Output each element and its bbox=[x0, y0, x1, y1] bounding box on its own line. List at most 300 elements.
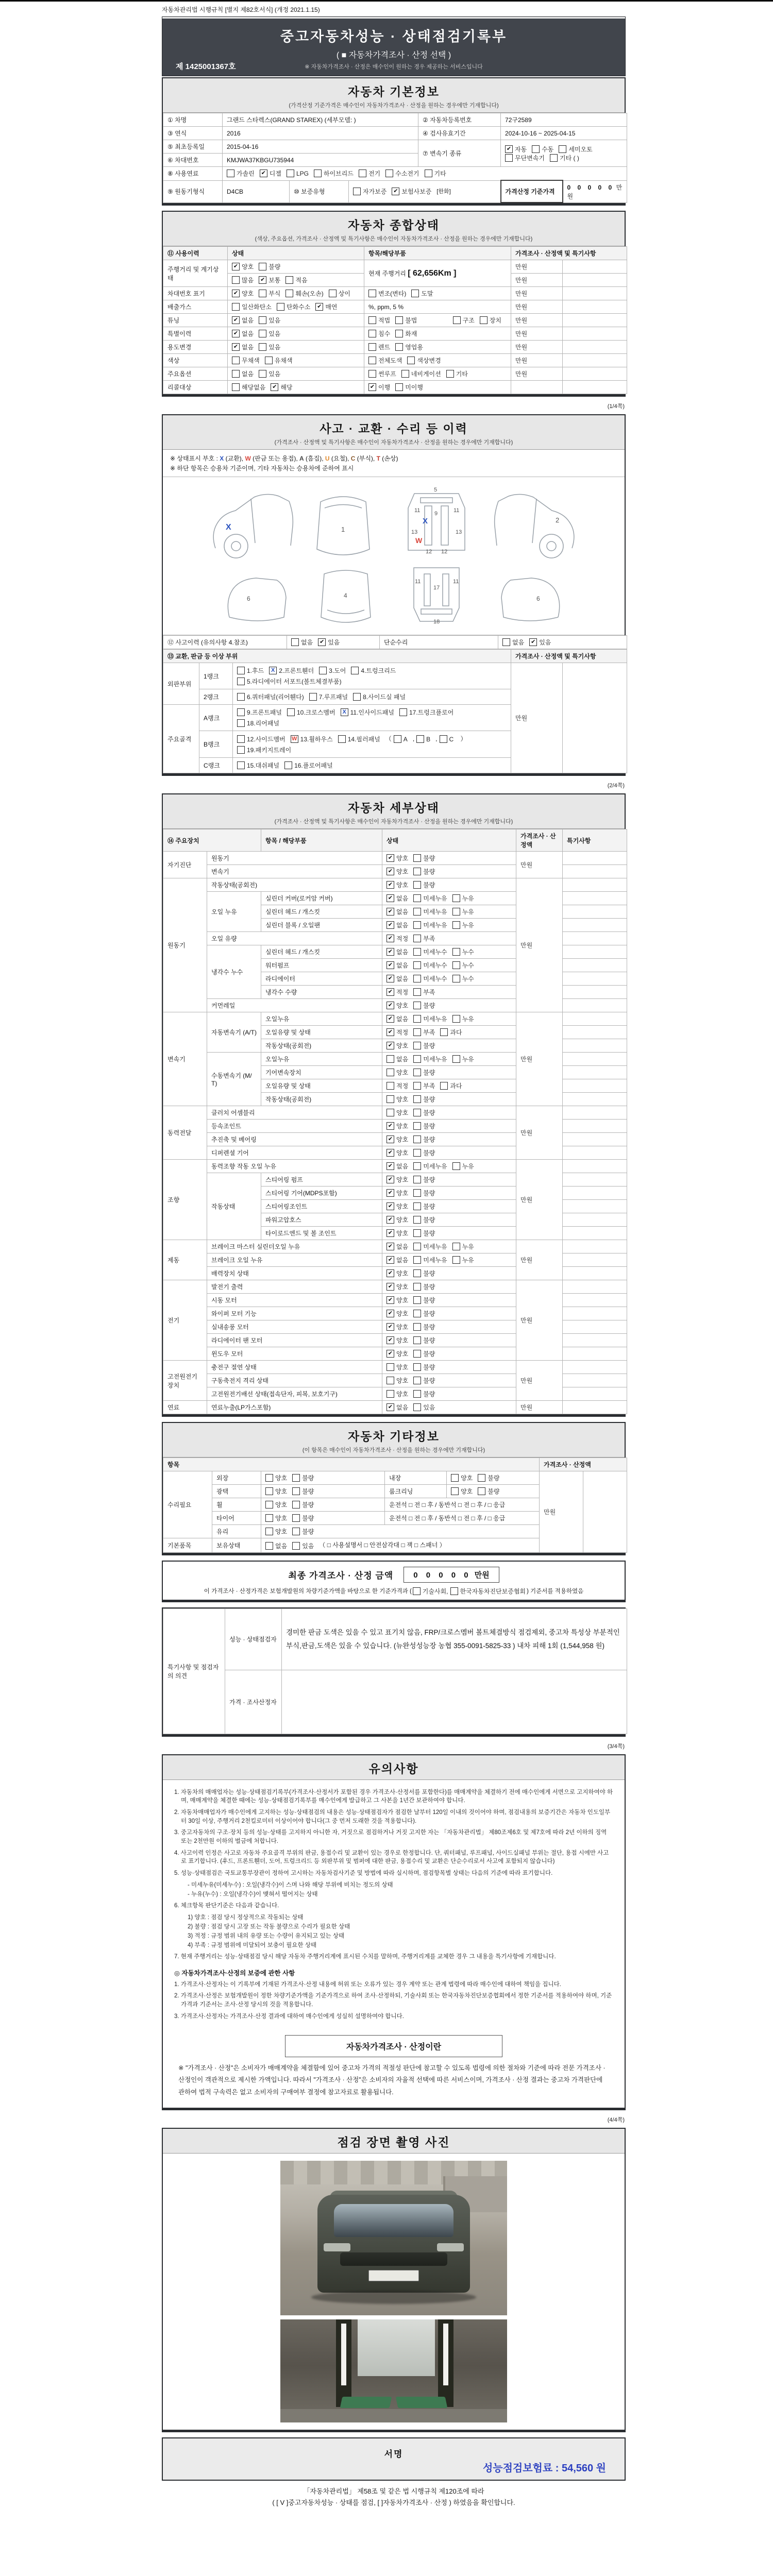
checkbox-option[interactable] bbox=[351, 666, 396, 675]
checkbox-option[interactable] bbox=[413, 1202, 435, 1211]
checkbox[interactable]: ✔ bbox=[386, 881, 394, 889]
checkbox[interactable] bbox=[265, 1514, 273, 1522]
checkbox-option[interactable] bbox=[413, 1363, 435, 1371]
checkbox[interactable] bbox=[413, 1243, 421, 1250]
checkbox[interactable]: ✔ bbox=[386, 868, 394, 875]
checkbox[interactable] bbox=[413, 1269, 421, 1277]
checkbox-option[interactable] bbox=[368, 316, 390, 325]
checkbox[interactable] bbox=[411, 290, 419, 297]
checkbox-option[interactable] bbox=[260, 169, 281, 178]
checkbox-option[interactable] bbox=[386, 854, 408, 862]
checkbox-option[interactable] bbox=[452, 1256, 474, 1264]
checkbox-option[interactable] bbox=[386, 907, 408, 916]
checkbox-option[interactable] bbox=[259, 316, 280, 325]
checkbox[interactable] bbox=[291, 638, 299, 646]
checkbox[interactable]: ✔ bbox=[260, 170, 267, 177]
checkbox[interactable]: X bbox=[341, 708, 348, 716]
checkbox[interactable] bbox=[413, 868, 421, 875]
checkbox[interactable]: ✔ bbox=[315, 303, 323, 311]
checkbox[interactable] bbox=[413, 1095, 421, 1103]
checkbox-option[interactable] bbox=[232, 276, 254, 284]
checkbox-option[interactable] bbox=[413, 907, 447, 916]
checkbox-option[interactable] bbox=[386, 1323, 408, 1331]
checkbox-option[interactable] bbox=[386, 1296, 408, 1304]
checkbox-option[interactable] bbox=[413, 1242, 447, 1251]
checkbox-option[interactable] bbox=[277, 302, 310, 311]
checkbox[interactable] bbox=[265, 1501, 273, 1509]
checkbox-option[interactable] bbox=[413, 1014, 447, 1023]
checkbox[interactable] bbox=[394, 735, 401, 743]
checkbox[interactable] bbox=[450, 1587, 458, 1595]
checkbox[interactable] bbox=[232, 357, 240, 364]
checkbox[interactable] bbox=[353, 188, 361, 195]
checkbox-option[interactable] bbox=[413, 961, 447, 970]
checkbox[interactable] bbox=[452, 908, 460, 916]
checkbox[interactable] bbox=[550, 154, 558, 162]
checkbox[interactable] bbox=[309, 693, 317, 701]
checkbox-option[interactable] bbox=[413, 1215, 435, 1224]
checkbox-option[interactable] bbox=[452, 1162, 474, 1171]
checkbox[interactable]: ✔ bbox=[368, 383, 376, 391]
checkbox[interactable] bbox=[413, 1002, 421, 1009]
checkbox-option[interactable] bbox=[413, 1296, 435, 1304]
checkbox[interactable] bbox=[351, 667, 359, 674]
checkbox[interactable] bbox=[265, 1487, 273, 1495]
checkbox[interactable]: ✔ bbox=[386, 1136, 394, 1143]
checkbox-option[interactable] bbox=[232, 383, 265, 392]
checkbox-option[interactable] bbox=[559, 145, 592, 154]
checkbox[interactable] bbox=[425, 170, 432, 177]
checkbox-option[interactable] bbox=[386, 961, 408, 970]
checkbox[interactable]: ✔ bbox=[386, 1310, 394, 1317]
checkbox[interactable] bbox=[287, 708, 295, 716]
checkbox[interactable] bbox=[329, 290, 337, 297]
checkbox-option[interactable] bbox=[529, 638, 551, 647]
checkbox-option[interactable] bbox=[416, 735, 430, 743]
checkbox[interactable]: ✔ bbox=[386, 1229, 394, 1237]
checkbox-option[interactable] bbox=[386, 1014, 408, 1023]
checkbox[interactable] bbox=[386, 1082, 394, 1090]
checkbox-option[interactable] bbox=[453, 316, 475, 325]
checkbox-option[interactable] bbox=[285, 289, 323, 298]
checkbox-option[interactable] bbox=[386, 1336, 408, 1345]
checkbox-option[interactable] bbox=[259, 369, 280, 378]
checkbox-option[interactable] bbox=[413, 921, 447, 929]
checkbox[interactable]: ✔ bbox=[386, 1283, 394, 1291]
checkbox-option[interactable] bbox=[232, 369, 254, 378]
checkbox-option[interactable] bbox=[386, 1122, 408, 1130]
checkbox-option[interactable] bbox=[386, 867, 408, 876]
checkbox-option[interactable] bbox=[452, 907, 474, 916]
checkbox-option[interactable] bbox=[413, 1122, 435, 1130]
checkbox-option[interactable] bbox=[259, 276, 280, 284]
checkbox-option[interactable] bbox=[386, 1055, 408, 1063]
checkbox[interactable]: ✔ bbox=[386, 1269, 394, 1277]
checkbox-option[interactable] bbox=[265, 1527, 287, 1536]
checkbox[interactable] bbox=[338, 735, 346, 743]
checkbox-option[interactable] bbox=[413, 1001, 435, 1010]
checkbox-option[interactable] bbox=[452, 1055, 474, 1063]
checkbox-option[interactable] bbox=[413, 1055, 447, 1063]
checkbox[interactable] bbox=[237, 746, 245, 754]
checkbox[interactable] bbox=[413, 1055, 421, 1063]
checkbox[interactable] bbox=[413, 988, 421, 996]
checkbox[interactable]: ✔ bbox=[386, 975, 394, 982]
checkbox-option[interactable] bbox=[359, 169, 380, 178]
checkbox-option[interactable] bbox=[440, 735, 454, 743]
checkbox-option[interactable] bbox=[401, 369, 441, 378]
checkbox-option[interactable] bbox=[386, 1282, 408, 1291]
checkbox[interactable] bbox=[452, 921, 460, 929]
checkbox[interactable]: ✔ bbox=[386, 1189, 394, 1197]
checkbox[interactable] bbox=[413, 1082, 421, 1090]
checkbox[interactable]: W bbox=[291, 735, 298, 743]
checkbox[interactable]: ✔ bbox=[386, 1350, 394, 1358]
checkbox-option[interactable] bbox=[395, 329, 417, 338]
checkbox[interactable] bbox=[413, 1069, 421, 1076]
checkbox[interactable] bbox=[452, 1015, 460, 1023]
checkbox[interactable]: ✔ bbox=[271, 383, 278, 391]
checkbox[interactable] bbox=[413, 1256, 421, 1264]
checkbox[interactable]: ✔ bbox=[386, 908, 394, 916]
checkbox-option[interactable] bbox=[237, 666, 264, 675]
checkbox[interactable] bbox=[451, 1487, 459, 1495]
checkbox-option[interactable] bbox=[385, 169, 419, 178]
checkbox[interactable] bbox=[452, 961, 460, 969]
checkbox[interactable]: ✔ bbox=[386, 1216, 394, 1224]
checkbox-option[interactable] bbox=[413, 1229, 435, 1238]
checkbox-option[interactable] bbox=[478, 1473, 499, 1482]
checkbox-option[interactable] bbox=[386, 1363, 408, 1371]
checkbox-option[interactable] bbox=[284, 761, 333, 770]
checkbox[interactable] bbox=[259, 290, 266, 297]
checkbox-option[interactable] bbox=[291, 638, 313, 647]
checkbox[interactable] bbox=[399, 708, 407, 716]
checkbox[interactable] bbox=[232, 276, 240, 284]
checkbox[interactable] bbox=[413, 1229, 421, 1237]
checkbox-option[interactable] bbox=[292, 1500, 314, 1509]
checkbox[interactable] bbox=[292, 1501, 300, 1509]
checkbox[interactable] bbox=[452, 1055, 460, 1063]
checkbox-option[interactable] bbox=[386, 1081, 408, 1090]
checkbox-option[interactable] bbox=[386, 1148, 408, 1157]
checkbox-option[interactable] bbox=[292, 1527, 314, 1536]
checkbox-option[interactable] bbox=[237, 745, 291, 754]
checkbox[interactable] bbox=[452, 894, 460, 902]
checkbox-option[interactable] bbox=[368, 369, 396, 378]
checkbox[interactable]: ✔ bbox=[232, 263, 240, 270]
checkbox[interactable] bbox=[292, 1514, 300, 1522]
checkbox[interactable]: ✔ bbox=[386, 1149, 394, 1157]
checkbox-option[interactable] bbox=[392, 187, 431, 196]
checkbox-option[interactable] bbox=[227, 169, 255, 178]
checkbox-option[interactable] bbox=[386, 1095, 408, 1104]
checkbox[interactable] bbox=[259, 330, 266, 337]
checkbox[interactable]: ✔ bbox=[259, 276, 266, 284]
checkbox-option[interactable] bbox=[395, 343, 423, 351]
checkbox[interactable] bbox=[413, 921, 421, 929]
checkbox[interactable] bbox=[237, 677, 245, 685]
checkbox-option[interactable] bbox=[386, 1135, 408, 1144]
checkbox-option[interactable] bbox=[452, 974, 474, 983]
checkbox-option[interactable] bbox=[413, 1403, 435, 1412]
checkbox[interactable] bbox=[292, 1528, 300, 1535]
checkbox-option[interactable] bbox=[259, 329, 280, 338]
checkbox[interactable] bbox=[413, 975, 421, 982]
checkbox[interactable] bbox=[386, 1069, 394, 1076]
checkbox[interactable] bbox=[237, 708, 245, 716]
checkbox-option[interactable] bbox=[386, 1162, 408, 1171]
checkbox-option[interactable] bbox=[386, 1108, 408, 1117]
checkbox-option[interactable] bbox=[394, 735, 408, 743]
checkbox-option[interactable] bbox=[413, 854, 435, 862]
checkbox-option[interactable] bbox=[413, 1108, 435, 1117]
checkbox[interactable] bbox=[413, 1202, 421, 1210]
checkbox-option[interactable] bbox=[292, 1473, 314, 1482]
checkbox[interactable] bbox=[265, 357, 273, 364]
checkbox[interactable] bbox=[237, 761, 245, 769]
checkbox[interactable] bbox=[395, 316, 403, 324]
checkbox-option[interactable] bbox=[353, 692, 406, 701]
checkbox-option[interactable] bbox=[413, 1095, 435, 1104]
checkbox[interactable] bbox=[452, 1256, 460, 1264]
checkbox-option[interactable] bbox=[413, 1349, 435, 1358]
checkbox-option[interactable] bbox=[413, 880, 435, 889]
checkbox-option[interactable] bbox=[386, 1001, 408, 1010]
checkbox[interactable] bbox=[413, 908, 421, 916]
checkbox[interactable]: ✔ bbox=[386, 921, 394, 929]
checkbox-option[interactable] bbox=[341, 708, 394, 717]
checkbox[interactable] bbox=[259, 263, 266, 270]
checkbox[interactable] bbox=[232, 383, 240, 391]
checkbox[interactable] bbox=[502, 638, 510, 646]
checkbox-option[interactable] bbox=[386, 988, 408, 996]
checkbox[interactable] bbox=[353, 693, 361, 701]
checkbox[interactable] bbox=[446, 370, 454, 378]
checkbox-option[interactable] bbox=[386, 1041, 408, 1050]
checkbox[interactable]: ✔ bbox=[386, 1002, 394, 1009]
checkbox-option[interactable] bbox=[368, 329, 390, 338]
checkbox-option[interactable] bbox=[413, 1068, 435, 1077]
checkbox[interactable] bbox=[237, 735, 245, 743]
checkbox-option[interactable] bbox=[368, 356, 402, 365]
checkbox-option[interactable] bbox=[452, 947, 474, 956]
checkbox-option[interactable] bbox=[386, 1376, 408, 1385]
checkbox-option[interactable] bbox=[259, 343, 280, 351]
checkbox-option[interactable] bbox=[259, 289, 280, 298]
checkbox-option[interactable] bbox=[232, 356, 260, 365]
checkbox[interactable] bbox=[413, 1350, 421, 1358]
checkbox-option[interactable] bbox=[386, 1028, 408, 1037]
checkbox[interactable]: ✔ bbox=[505, 145, 513, 153]
checkbox[interactable]: X bbox=[269, 667, 277, 674]
checkbox[interactable] bbox=[395, 383, 403, 391]
checkbox[interactable] bbox=[413, 1162, 421, 1170]
checkbox-option[interactable] bbox=[265, 356, 293, 365]
checkbox[interactable] bbox=[413, 1028, 421, 1036]
checkbox[interactable] bbox=[452, 948, 460, 956]
checkbox[interactable] bbox=[480, 316, 488, 324]
checkbox[interactable] bbox=[413, 1176, 421, 1183]
checkbox[interactable] bbox=[237, 719, 245, 727]
checkbox[interactable] bbox=[478, 1487, 485, 1495]
checkbox[interactable] bbox=[413, 1042, 421, 1049]
checkbox-option[interactable] bbox=[413, 1376, 435, 1385]
checkbox-option[interactable] bbox=[413, 1148, 435, 1157]
checkbox[interactable] bbox=[314, 170, 322, 177]
checkbox-option[interactable] bbox=[265, 1487, 287, 1496]
checkbox[interactable] bbox=[368, 290, 376, 297]
checkbox-option[interactable] bbox=[386, 934, 408, 943]
checkbox-option[interactable] bbox=[452, 961, 474, 970]
checkbox[interactable]: ✔ bbox=[232, 343, 240, 351]
checkbox-option[interactable] bbox=[329, 289, 350, 298]
checkbox[interactable] bbox=[319, 667, 327, 674]
checkbox-option[interactable] bbox=[386, 947, 408, 956]
checkbox-option[interactable] bbox=[368, 383, 390, 392]
checkbox-option[interactable] bbox=[386, 1256, 408, 1264]
checkbox-option[interactable] bbox=[386, 1403, 408, 1412]
checkbox[interactable] bbox=[416, 735, 424, 743]
checkbox-option[interactable] bbox=[232, 329, 254, 338]
checkbox[interactable] bbox=[407, 357, 415, 364]
checkbox-option[interactable] bbox=[450, 1587, 526, 1596]
checkbox[interactable] bbox=[292, 1474, 300, 1482]
checkbox-option[interactable] bbox=[502, 638, 524, 647]
checkbox-option[interactable] bbox=[237, 708, 282, 717]
checkbox-option[interactable] bbox=[237, 735, 285, 743]
checkbox[interactable] bbox=[359, 170, 366, 177]
checkbox-option[interactable] bbox=[413, 1041, 435, 1050]
checkbox[interactable] bbox=[287, 170, 294, 177]
checkbox[interactable] bbox=[277, 303, 284, 311]
checkbox-option[interactable] bbox=[232, 316, 254, 325]
checkbox-option[interactable] bbox=[237, 761, 279, 770]
checkbox[interactable] bbox=[440, 1028, 448, 1036]
checkbox-option[interactable] bbox=[413, 974, 447, 983]
checkbox[interactable] bbox=[413, 854, 421, 862]
checkbox-option[interactable] bbox=[315, 302, 337, 311]
checkbox[interactable]: ✔ bbox=[386, 1122, 394, 1130]
checkbox-option[interactable] bbox=[413, 1135, 435, 1144]
checkbox-option[interactable] bbox=[425, 169, 446, 178]
checkbox-option[interactable] bbox=[413, 1189, 435, 1197]
checkbox[interactable] bbox=[413, 1149, 421, 1157]
checkbox-option[interactable] bbox=[386, 1215, 408, 1224]
checkbox-option[interactable] bbox=[413, 1162, 447, 1171]
checkbox[interactable] bbox=[413, 1310, 421, 1317]
checkbox[interactable] bbox=[292, 1542, 300, 1550]
checkbox-option[interactable] bbox=[314, 169, 354, 178]
checkbox-option[interactable] bbox=[287, 170, 309, 177]
checkbox[interactable] bbox=[452, 1243, 460, 1250]
checkbox-option[interactable] bbox=[505, 145, 527, 154]
checkbox[interactable] bbox=[413, 1015, 421, 1023]
checkbox-option[interactable] bbox=[452, 894, 474, 903]
checkbox[interactable] bbox=[395, 330, 403, 337]
checkbox[interactable] bbox=[259, 316, 266, 324]
checkbox[interactable] bbox=[413, 1323, 421, 1331]
checkbox-option[interactable] bbox=[265, 1514, 287, 1522]
checkbox-option[interactable] bbox=[386, 1349, 408, 1358]
checkbox-option[interactable] bbox=[291, 735, 333, 743]
checkbox[interactable] bbox=[285, 276, 293, 284]
checkbox-option[interactable] bbox=[413, 1336, 435, 1345]
checkbox[interactable] bbox=[386, 1055, 394, 1063]
checkbox-option[interactable] bbox=[265, 1541, 287, 1550]
checkbox-option[interactable] bbox=[259, 262, 280, 271]
checkbox[interactable] bbox=[259, 343, 266, 351]
checkbox[interactable]: ✔ bbox=[386, 1256, 394, 1264]
checkbox[interactable]: ✔ bbox=[386, 1015, 394, 1023]
checkbox-option[interactable] bbox=[413, 1175, 435, 1184]
checkbox-option[interactable] bbox=[413, 894, 447, 903]
checkbox-option[interactable] bbox=[505, 154, 545, 162]
checkbox-option[interactable] bbox=[413, 1256, 447, 1264]
checkbox[interactable] bbox=[385, 170, 393, 177]
checkbox-option[interactable] bbox=[452, 1242, 474, 1251]
checkbox[interactable]: ✔ bbox=[386, 1403, 394, 1411]
checkbox-option[interactable] bbox=[232, 302, 272, 311]
checkbox[interactable] bbox=[452, 1162, 460, 1170]
checkbox[interactable] bbox=[292, 1487, 300, 1495]
checkbox-option[interactable] bbox=[452, 921, 474, 929]
checkbox[interactable] bbox=[386, 1377, 394, 1384]
checkbox[interactable] bbox=[368, 316, 376, 324]
checkbox[interactable] bbox=[265, 1474, 273, 1482]
checkbox-option[interactable] bbox=[386, 1068, 408, 1077]
checkbox[interactable] bbox=[413, 1189, 421, 1197]
checkbox-option[interactable] bbox=[413, 1282, 435, 1291]
checkbox[interactable]: ✔ bbox=[232, 316, 240, 324]
checkbox[interactable] bbox=[265, 1528, 273, 1535]
checkbox[interactable] bbox=[413, 1136, 421, 1143]
checkbox[interactable] bbox=[413, 961, 421, 969]
checkbox-option[interactable] bbox=[265, 1473, 287, 1482]
checkbox[interactable] bbox=[259, 370, 266, 378]
checkbox[interactable]: ✔ bbox=[386, 1176, 394, 1183]
checkbox-option[interactable] bbox=[413, 934, 435, 943]
checkbox-option[interactable] bbox=[413, 1309, 435, 1318]
checkbox-option[interactable] bbox=[386, 1389, 408, 1398]
checkbox[interactable] bbox=[284, 761, 292, 769]
checkbox[interactable]: ✔ bbox=[318, 638, 326, 646]
checkbox[interactable]: ✔ bbox=[386, 1202, 394, 1210]
checkbox-option[interactable] bbox=[386, 1202, 408, 1211]
checkbox[interactable] bbox=[559, 145, 566, 153]
checkbox-option[interactable] bbox=[237, 692, 304, 701]
checkbox[interactable] bbox=[265, 1542, 273, 1550]
checkbox[interactable] bbox=[440, 1082, 448, 1090]
checkbox-option[interactable] bbox=[386, 880, 408, 889]
checkbox-option[interactable] bbox=[451, 1487, 473, 1496]
checkbox-option[interactable] bbox=[232, 289, 254, 298]
checkbox-option[interactable] bbox=[353, 187, 386, 196]
checkbox-option[interactable] bbox=[269, 666, 314, 675]
checkbox-option[interactable] bbox=[386, 1175, 408, 1184]
checkbox-option[interactable] bbox=[386, 1242, 408, 1251]
checkbox-option[interactable] bbox=[413, 1269, 435, 1278]
checkbox-option[interactable] bbox=[386, 1309, 408, 1318]
checkbox-option[interactable] bbox=[411, 289, 433, 298]
checkbox[interactable] bbox=[368, 357, 376, 364]
checkbox-option[interactable] bbox=[292, 1487, 314, 1496]
checkbox[interactable] bbox=[232, 370, 240, 378]
checkbox-option[interactable] bbox=[319, 666, 346, 675]
checkbox[interactable] bbox=[395, 343, 403, 351]
checkbox[interactable]: ✔ bbox=[386, 1296, 394, 1304]
checkbox-option[interactable] bbox=[413, 1587, 448, 1596]
